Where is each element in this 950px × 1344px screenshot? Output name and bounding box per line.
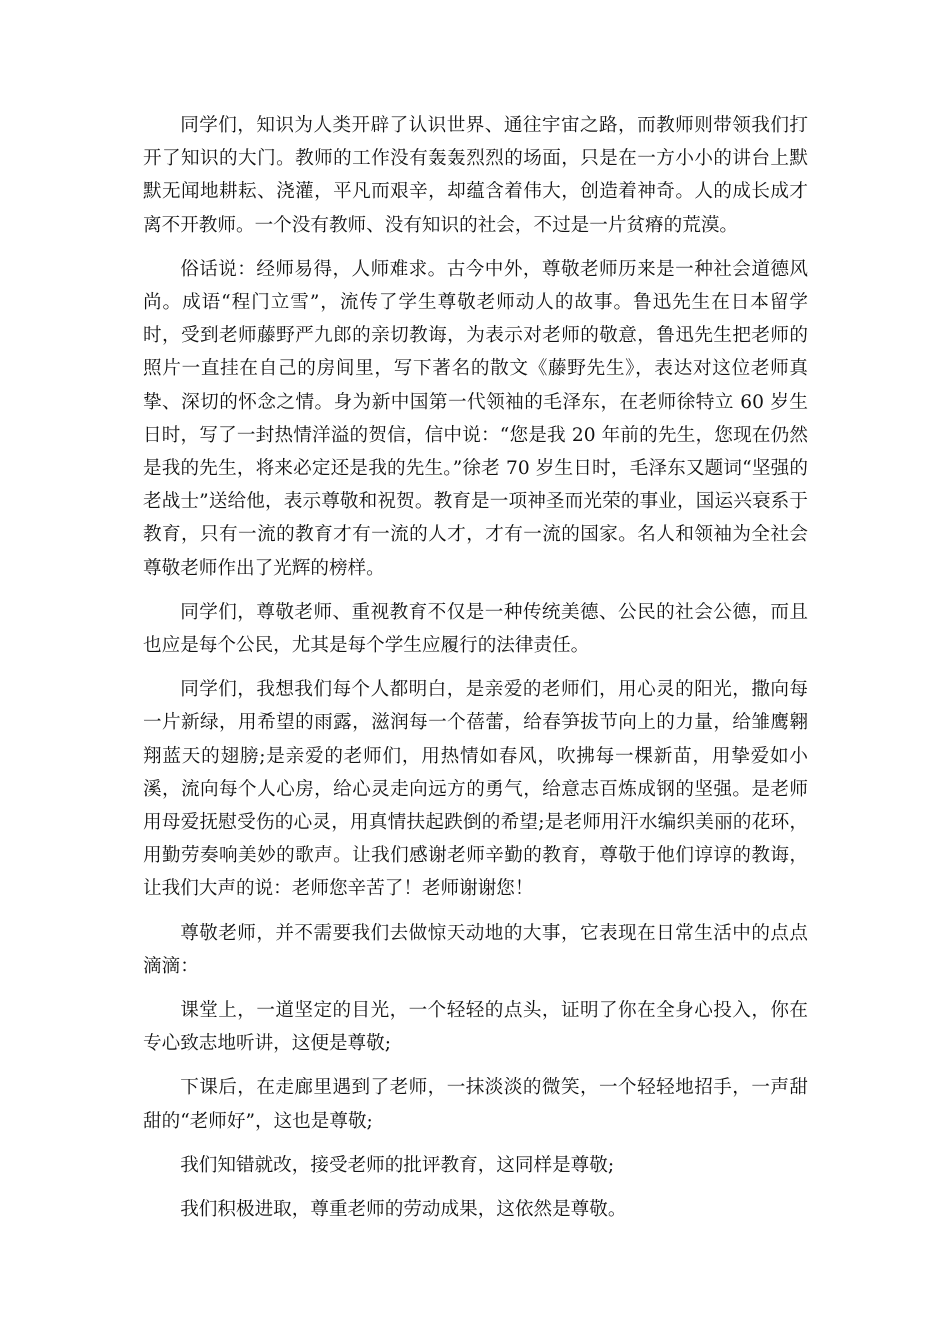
paragraph: 同学们，我想我们每个人都明白，是亲爱的老师们，用心灵的阳光，撒向每一片新绿，用希望的雨露，滋润每一个蓓蕾，给春笋拔节向上的力量，给雏鹰翱翔蓝天的翅膀;是亲爱的老师们，用热情如春风，吹拂每一棵新苗，用挚爱如小溪，流向每个人心房，给心灵走向远方的勇气，给意志百炼成钢的坚强。是老师用母爱抚慰受伤的心灵，用真情扶起跌倒的希望;是老师用汗水编织美丽的花环，用勤劳奏响美妙的歌声。让我们感谢老师辛勤的教育，尊敬于他们谆谆的教诲，让我们大声的说：老师您辛苦了！老师谢谢您！ <box>143 679 808 900</box>
paragraph: 尊敬老师，并不需要我们去做惊天动地的大事，它表现在日常生活中的点点滴滴： <box>143 922 808 977</box>
paragraph: 俗话说：经师易得，人师难求。古今中外，尊敬老师历来是一种社会道德风尚。成语“程门立雪”，流传了学生尊敬老师动人的故事。鲁迅先生在日本留学时，受到老师藤野严九郎的亲切教诲，为表示对老师的敬意，鲁迅先生把老师的照片一直挂在自己的房间里，写下著名的散文《藤野先生》，表达对这位老师真挚、深切的怀念之情。身为新中国第一代领袖的毛泽东，在老师徐特立 60 岁生日时，写了一封热情洋溢的贺信，信中说：“您是我 20 年前的先生，您现在仍然是我的先生，将来必定还是我的先生。”徐老 70 岁生日时，毛泽东又题词“坚强的老战士”送给他，表示尊敬和祝贺。教育是一项神圣而光荣的事业，国运兴衰系于教育，只有一流的教育才有一流的人才，才有一流的国家。名人和领袖为全社会尊敬老师作出了光辉的榜样。 <box>143 258 808 579</box>
paragraph: 课堂上，一道坚定的目光，一个轻轻的点头，证明了你在全身心投入，你在专心致志地听讲，这便是尊敬; <box>143 1000 808 1055</box>
document-body <box>143 109 808 1237</box>
paragraph: 我们知错就改，接受老师的批评教育，这同样是尊敬; <box>180 1154 615 1176</box>
paragraph: 同学们，知识为人类开辟了认识世界、通往宇宙之路，而教师则带领我们打开了知识的大门。教师的工作没有轰轰烈烈的场面，只是在一方小小的讲台上默默无闻地耕耘、浇灌，平凡而艰辛，却蕴含着伟大，创造着神奇。人的成长成才离不开教师。一个没有教师、没有知识的社会，不过是一片贫瘠的荒漠。 <box>143 115 808 236</box>
paragraph: 我们积极进取，尊重老师的劳动成果，这依然是尊敬。 <box>180 1199 627 1221</box>
paragraph: 同学们，尊敬老师、重视教育不仅是一种传统美德、公民的社会公德，而且也应是每个公民，尤其是每个学生应履行的法律责任。 <box>143 601 808 657</box>
paragraph: 下课后，在走廊里遇到了老师，一抹淡淡的微笑，一个轻轻地招手，一声甜甜的“老师好”，这也是尊敬; <box>143 1077 808 1132</box>
